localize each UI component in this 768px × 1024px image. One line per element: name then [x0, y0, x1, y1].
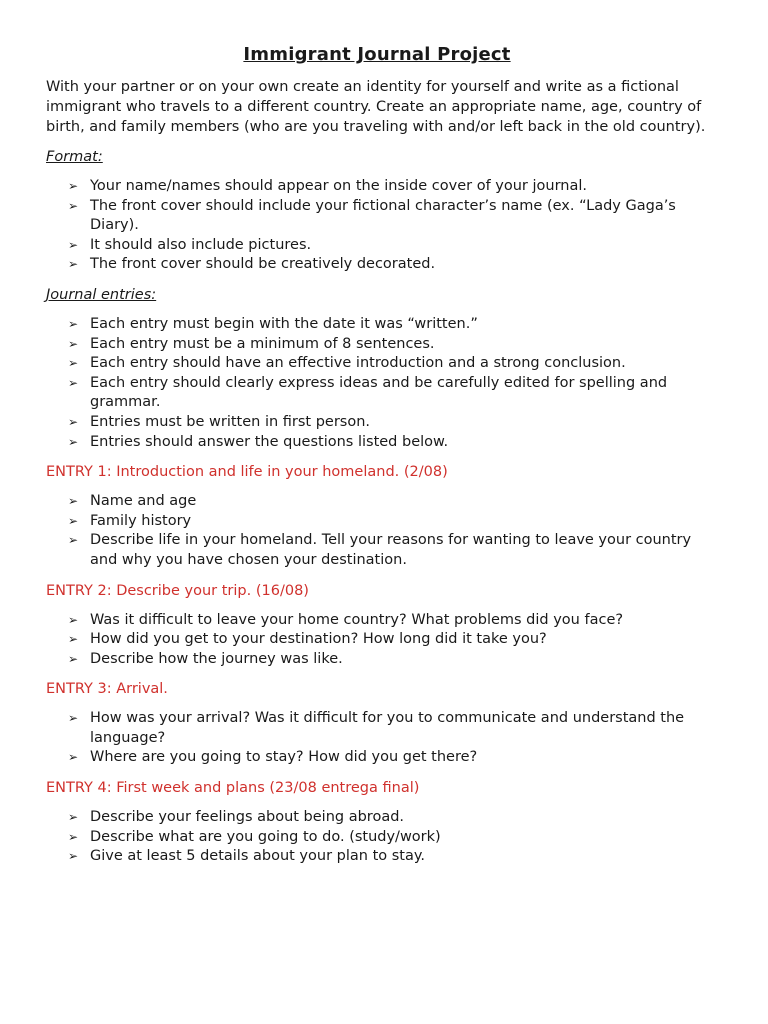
- list-item-text: How did you get to your destination? How long did it take you?: [90, 631, 547, 648]
- arrow-bullet-icon: ➢: [68, 829, 79, 844]
- list-item-text: Each entry must begin with the date it was “written.”: [90, 315, 478, 332]
- list-item-text: Name and age: [90, 493, 197, 510]
- list-item-text: Describe life in your homeland. Tell your reasons for wanting to leave your country and why you have chosen your destination.: [90, 532, 692, 568]
- intro-paragraph: With your partner or on your own create an identity for yourself and write as a fictional immigrant who travels to a different country. Create an appropriate name, age, country of birth, and family members (who are you traveling with and/or left back in the old country).: [46, 79, 706, 135]
- list-item-text: Entries must be written in first person.: [90, 413, 371, 430]
- format-list: [46, 177, 708, 275]
- list-item-text: The front cover should include your fictional character’s name (ex. “Lady Gaga’s Diary).: [90, 197, 676, 234]
- arrow-bullet-icon: ➢: [68, 849, 79, 864]
- arrow-bullet-icon: ➢: [68, 750, 79, 765]
- entry-4-list: [46, 808, 708, 867]
- entry-1-list: [46, 492, 708, 570]
- list-item: [46, 413, 708, 433]
- journal-entries-list: [46, 315, 708, 452]
- arrow-bullet-icon: ➢: [68, 533, 79, 548]
- list-item: [46, 236, 708, 256]
- arrow-bullet-icon: ➢: [68, 179, 79, 193]
- list-item: [46, 709, 708, 748]
- entry-2-heading: ENTRY 2: Describe your trip. (16/08): [46, 582, 309, 599]
- list-item-text: Describe how the journey was like.: [90, 650, 343, 667]
- entry-3-heading: ENTRY 3: Arrival.: [46, 681, 168, 698]
- list-item-text: It should also include pictures.: [90, 236, 312, 253]
- arrow-bullet-icon: ➢: [68, 375, 79, 390]
- arrow-bullet-icon: ➢: [68, 494, 79, 509]
- entry-4-heading: ENTRY 4: First week and plans (23/08 entrega final): [46, 780, 420, 797]
- list-item: [46, 197, 708, 236]
- arrow-bullet-icon: ➢: [68, 414, 79, 429]
- list-item: [46, 531, 708, 570]
- arrow-bullet-icon: ➢: [68, 513, 79, 528]
- list-item-text: Where are you going to stay? How did you get there?: [90, 749, 478, 766]
- list-item: [46, 650, 708, 670]
- arrow-bullet-icon: ➢: [68, 612, 79, 627]
- entry-1-heading: ENTRY 1: Introduction and life in your homeland. (2/08): [46, 464, 448, 481]
- list-item: [46, 748, 708, 768]
- list-item-text: Describe your feelings about being abroad.: [90, 809, 405, 826]
- format-label: Format:: [46, 149, 103, 165]
- list-item: [46, 255, 708, 275]
- list-item: [46, 630, 708, 650]
- arrow-bullet-icon: ➢: [68, 810, 79, 825]
- journal-entries-label: Journal entries:: [46, 286, 157, 303]
- list-item-text: Each entry should clearly express ideas and be carefully edited for spelling and grammar.: [90, 374, 668, 411]
- list-item-text: Your name/names should appear on the inside cover of your journal.: [90, 178, 588, 194]
- arrow-bullet-icon: ➢: [68, 257, 79, 272]
- arrow-bullet-icon: ➢: [68, 356, 79, 371]
- list-item-text: Was it difficult to leave your home country? What problems did you face?: [90, 611, 624, 628]
- list-item: [46, 611, 708, 631]
- list-item: [46, 847, 708, 867]
- list-item-text: Give at least 5 details about your plan to stay.: [90, 848, 425, 865]
- arrow-bullet-icon: ➢: [68, 632, 79, 647]
- list-item: [46, 828, 708, 848]
- arrow-bullet-icon: ➢: [68, 336, 79, 351]
- list-item: [46, 512, 708, 532]
- list-item: [46, 177, 708, 197]
- arrow-bullet-icon: ➢: [68, 711, 79, 726]
- list-item-text: Each entry must be a minimum of 8 sentences.: [90, 335, 435, 352]
- list-item: [46, 315, 708, 335]
- list-item-text: Entries should answer the questions listed below.: [90, 433, 449, 450]
- list-item-text: Describe what are you going to do. (study/work): [90, 828, 441, 845]
- list-item: [46, 335, 708, 355]
- entry-3-list: [46, 709, 708, 768]
- arrow-bullet-icon: ➢: [68, 434, 79, 449]
- list-item-text: How was your arrival? Was it difficult for you to communicate and understand the language?: [90, 710, 685, 746]
- list-item-text: Family history: [90, 512, 192, 529]
- list-item: [46, 354, 708, 374]
- arrow-bullet-icon: ➢: [68, 316, 79, 331]
- list-item: [46, 808, 708, 828]
- page-title: Immigrant Journal Project: [243, 44, 511, 65]
- list-item-text: Each entry should have an effective introduction and a strong conclusion.: [90, 355, 626, 372]
- list-item-text: The front cover should be creatively decorated.: [90, 256, 436, 273]
- arrow-bullet-icon: ➢: [68, 237, 79, 252]
- list-item: [46, 433, 708, 453]
- entry-2-list: [46, 611, 708, 670]
- arrow-bullet-icon: ➢: [68, 651, 79, 666]
- list-item: [46, 374, 708, 413]
- list-item: [46, 492, 708, 512]
- arrow-bullet-icon: ➢: [68, 198, 79, 213]
